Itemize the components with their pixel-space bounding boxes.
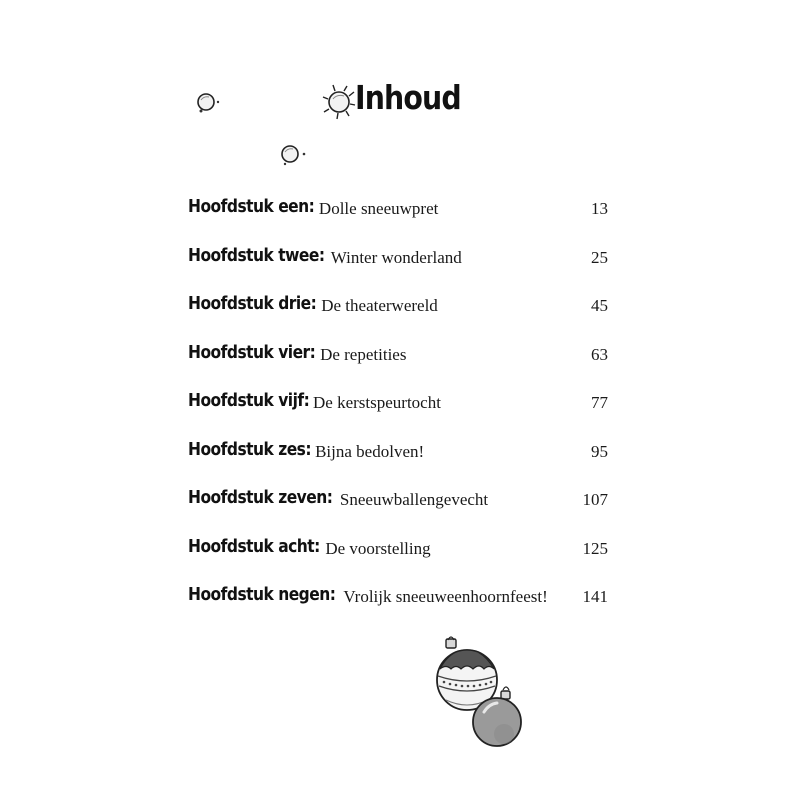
chapter-title: Vrolijk sneeuweenhoornfeest!	[343, 587, 548, 606]
chapter-label: Hoofdstuk drie:	[188, 293, 317, 314]
table-of-contents	[188, 196, 608, 633]
chapter-page-number: 45	[591, 296, 608, 315]
chapter-label: Hoofdstuk een:	[188, 196, 315, 217]
toc-entry[interactable]	[188, 487, 608, 536]
chapter-label: Hoofdstuk twee:	[188, 244, 325, 266]
page-title: Inhoud	[355, 78, 461, 117]
chapter-label: Hoofdstuk vier:	[188, 341, 316, 363]
toc-entry[interactable]	[188, 439, 608, 488]
toc-entry[interactable]	[188, 584, 608, 633]
snowball-icon	[194, 90, 224, 116]
toc-entry[interactable]	[188, 342, 608, 391]
toc-entry[interactable]	[188, 293, 608, 342]
chapter-label: Hoofdstuk zeven:	[188, 487, 333, 508]
chapter-title: De repetities	[320, 344, 407, 364]
chapter-label: Hoofdstuk acht:	[188, 535, 320, 557]
toc-entry[interactable]	[188, 245, 608, 294]
chapter-page-number: 125	[582, 538, 608, 558]
chapter-title: De voorstelling	[325, 538, 431, 558]
chapter-page-number: 95	[591, 441, 608, 461]
chapter-title: Winter wonderland	[330, 247, 462, 267]
chapter-page-number: 25	[591, 247, 608, 267]
snowball-icon	[276, 143, 310, 167]
toc-entry[interactable]	[188, 196, 608, 245]
chapter-title: De kerstspeurtocht	[313, 393, 441, 412]
toc-entry[interactable]	[188, 390, 608, 439]
chapter-page-number: 63	[591, 344, 608, 364]
chapter-title: Sneeuwballengevecht	[339, 490, 489, 509]
chapter-label: Hoofdstuk zes:	[188, 438, 312, 460]
chapter-page-number: 13	[591, 199, 608, 218]
snowball-icon	[321, 82, 357, 124]
christmas-ornaments-illustration	[434, 636, 534, 748]
chapter-page-number: 107	[582, 490, 608, 509]
chapter-title: De theaterwereld	[321, 296, 438, 315]
toc-entry[interactable]	[188, 536, 608, 585]
chapter-title: Bijna bedolven!	[315, 441, 425, 461]
chapter-page-number: 141	[582, 587, 608, 606]
chapter-page-number: 77	[591, 393, 608, 412]
chapter-label: Hoofdstuk vijf:	[188, 390, 310, 411]
chapter-label: Hoofdstuk negen:	[188, 584, 336, 605]
chapter-title: Dolle sneeuwpret	[318, 199, 439, 218]
